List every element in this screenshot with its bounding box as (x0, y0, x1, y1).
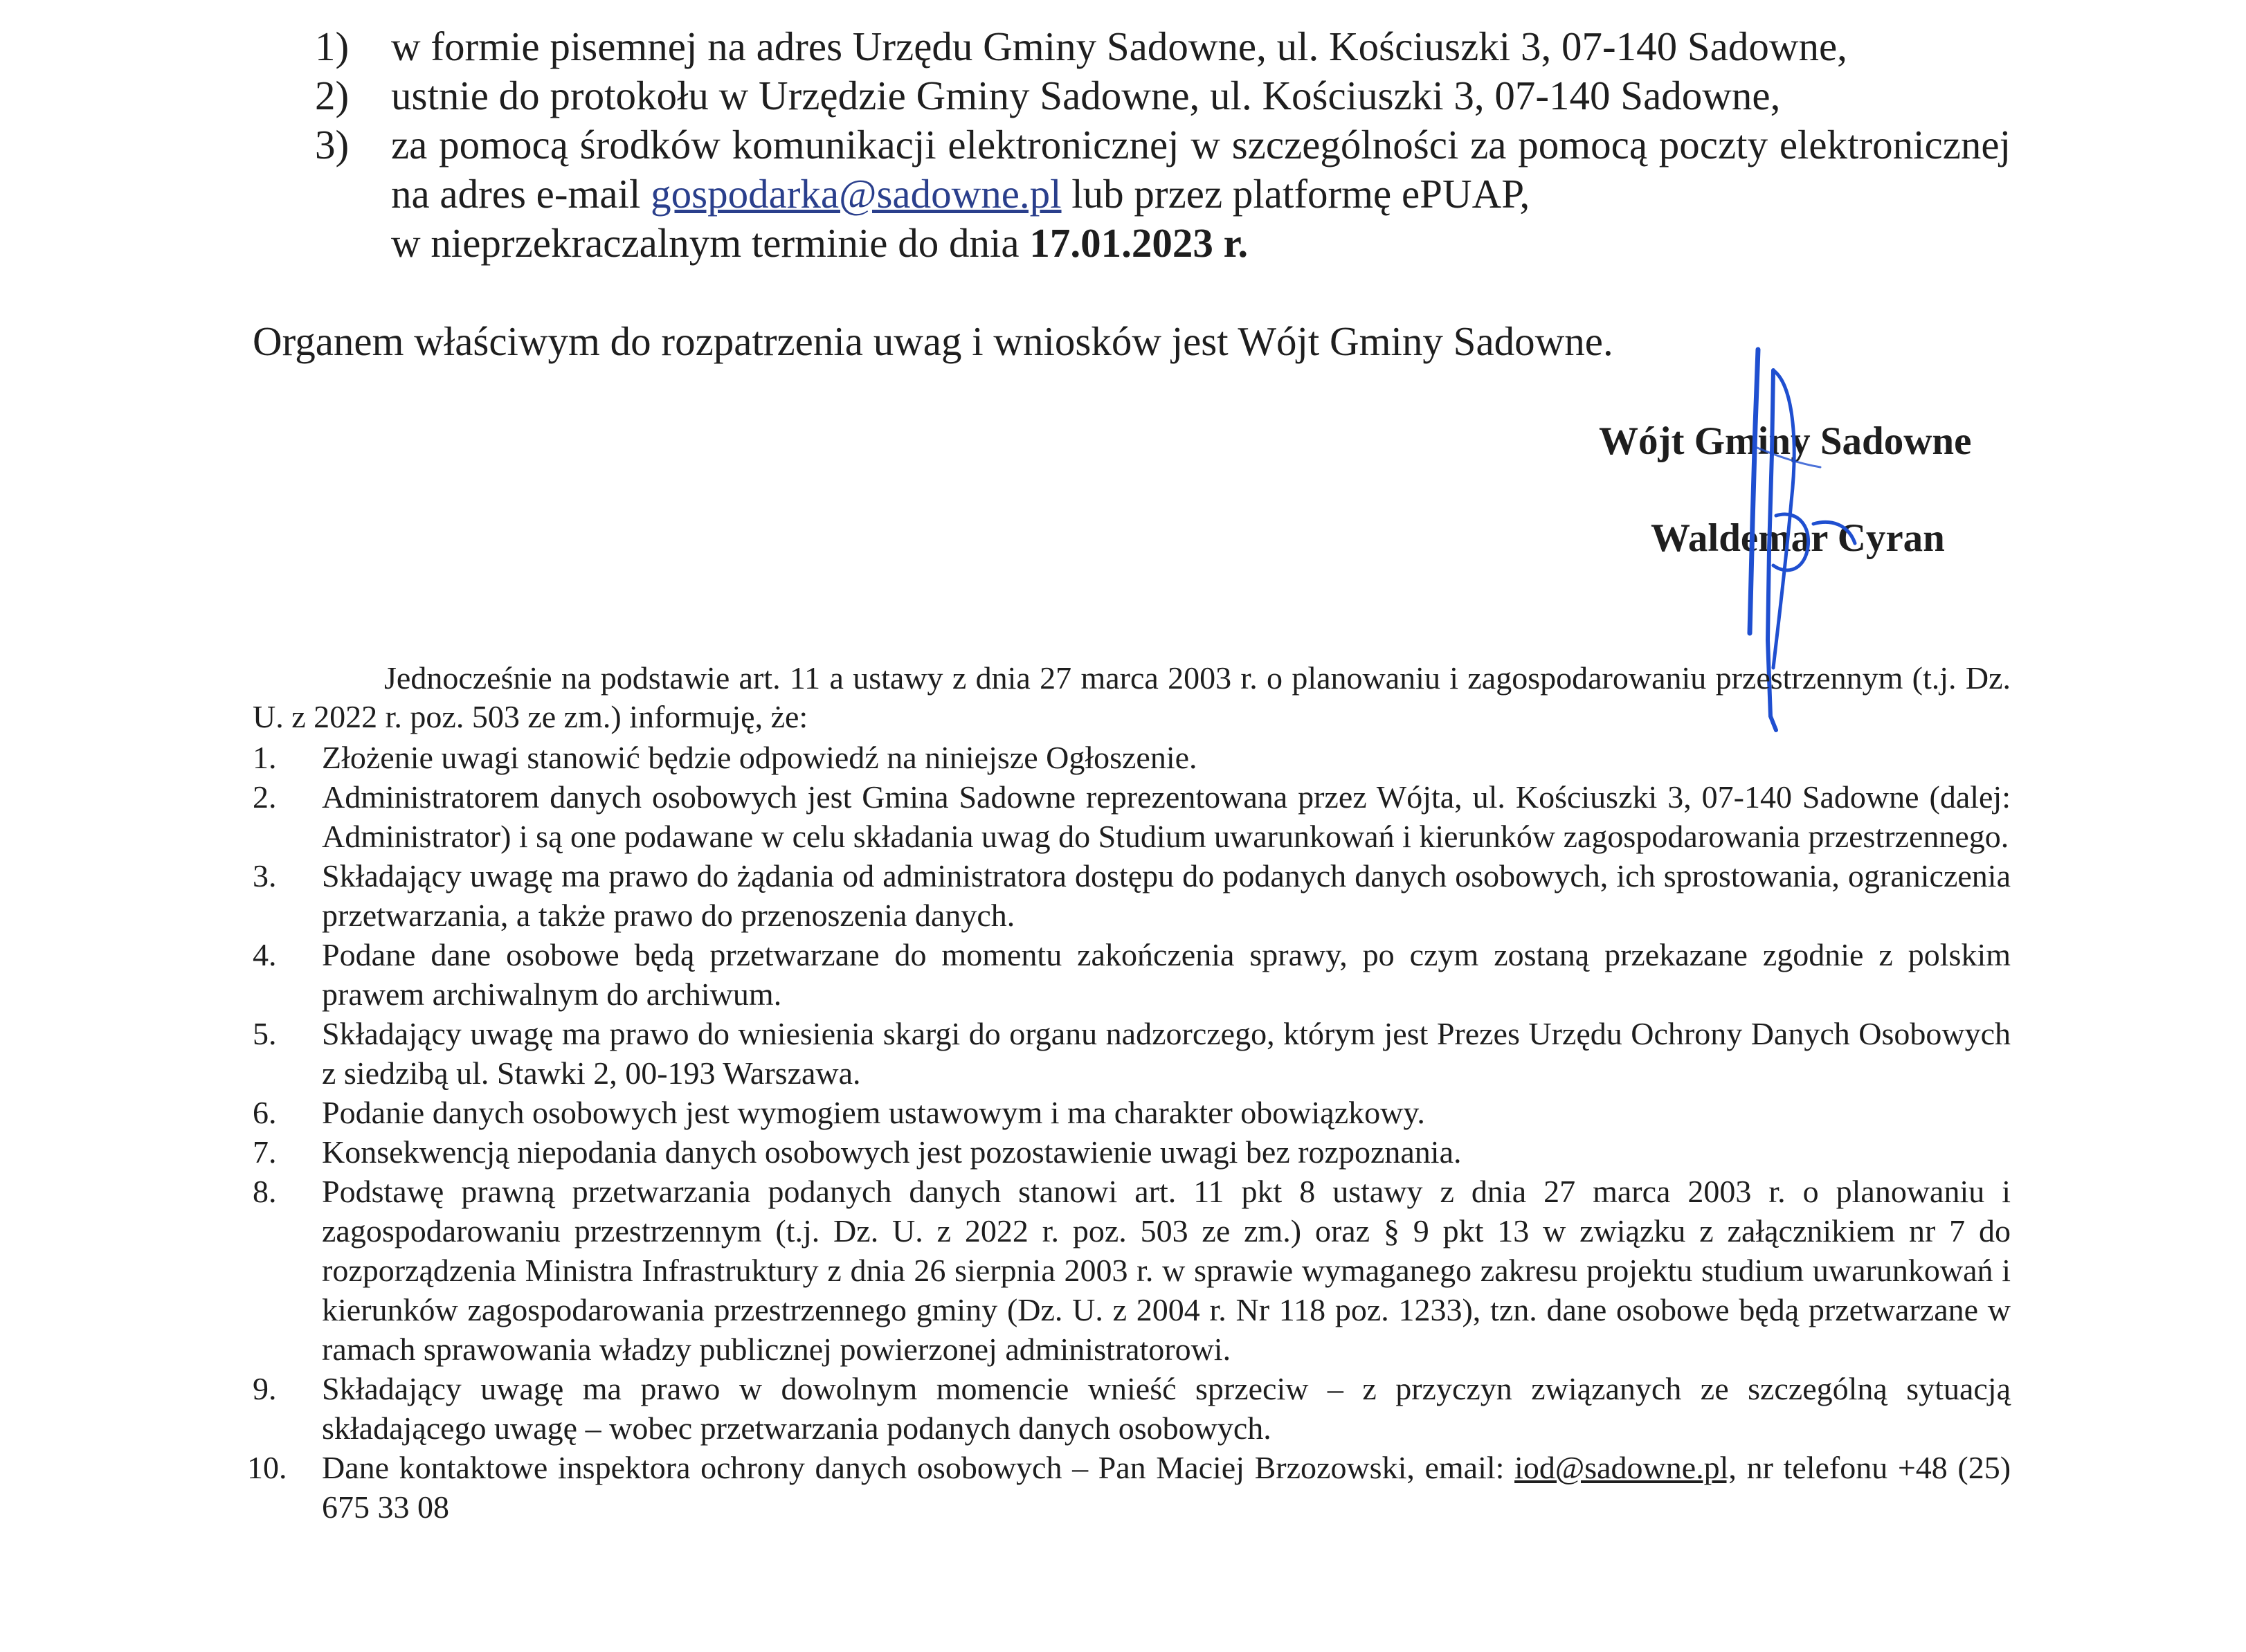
list-item-text: Składający uwagę ma prawo do żądania od administratora dostępu do podanych danych osobowych, ich sprostowania, ograniczenia przetwarzania, a także prawo do przenoszenia danych. (322, 858, 2011, 933)
list-item (253, 777, 2011, 856)
submission-methods-list (315, 22, 2011, 268)
list-item (253, 1132, 2011, 1172)
list-item (253, 738, 2011, 777)
list-item-text: nr telefonu +48 (25) 675 33 08 (322, 1450, 2011, 1525)
list-item (253, 935, 2011, 1014)
organ-statement: Organem właściwym do rozpatrzenia uwag i wniosków jest Wójt Gminy Sadowne. (253, 318, 1613, 364)
list-item-text: Konsekwencją niepodania danych osobowych jest pozostawienie uwagi bez rozpoznania. (322, 1134, 1462, 1170)
list-item-text: Administratorem danych osobowych jest Gmina Sadowne reprezentowana przez Wójta, ul. Kościuszki 3, 07-140 Sadowne (dalej: Administrator) i są one podawane w celu składania uwag do Studium uwarunkowań i kierunków zagospodarowania przestrzennego. (322, 779, 2011, 854)
deadline-date: 17.01.2023 r. (1029, 220, 1249, 266)
list-number: 1. (253, 740, 277, 775)
list-number: 10. (247, 1450, 287, 1485)
list-item-text: Podstawę prawną przetwarzania podanych danych stanowi art. 11 pkt 8 ustawy z dnia 27 marca 2003 r. o planowaniu i zagospodarowaniu przestrzennym (t.j. Dz. U. z 2022 r. poz. 503 ze zm.) oraz § 9 pkt 13 w związku z załącznikiem nr 7 do rozporządzenia Ministra Infrastruktury z dnia 26 sierpnia 2003 r. w sprawie wymaganego zakresu projektu studium uwarunkowań i kierunków zagospodarowania przestrzennego gminy (Dz. U. z 2004 r. Nr 118 poz. 1233), tzn. dane osobowe będą przetwarzane w ramach sprawowania władzy publicznej powierzonej administratorowi. (322, 1174, 2011, 1367)
list-item (253, 1014, 2011, 1093)
list-item-text: Złożenie uwagi stanowić będzie odpowiedź na niniejsze Ogłoszenie. (322, 740, 1197, 775)
list-item-text: w formie pisemnej na adres Urzędu Gminy Sadowne, ul. Kościuszki 3, 07-140 Sadowne, (391, 24, 1847, 69)
signatory-title: Wójt Gminy Sadowne (1599, 419, 1972, 463)
list-item (247, 1448, 2011, 1527)
list-item (315, 22, 2011, 71)
list-item-text: Podanie danych osobowych jest wymogiem ustawowym i ma charakter obowiązkowy. (322, 1095, 1425, 1130)
list-item-text: Składający uwagę ma prawo do wniesienia skargi do organu nadzorczego, którym jest Prezes Urzędu Ochrony Danych Osobowych z siedzibą ul. Stawki 2, 00-193 Warszawa. (322, 1016, 2011, 1091)
list-number: 1) (315, 24, 350, 69)
list-item-text: ustnie do protokołu w Urzędzie Gminy Sadowne, ul. Kościuszki 3, 07-140 Sadowne, (391, 73, 1781, 118)
email-link-gospodarka[interactable]: gospodarka@sadowne.pl (651, 171, 1062, 217)
list-item-text: lub przez platformę ePUAP, (1071, 171, 1530, 217)
list-number: 8. (253, 1174, 277, 1209)
list-number: 4. (253, 937, 277, 972)
signatory-name: Waldemar Cyran (1651, 516, 1945, 560)
email-link-iod[interactable]: iod@sadowne.pl, (1514, 1450, 1737, 1485)
list-number: 5. (253, 1016, 277, 1051)
list-number: 3. (253, 858, 277, 893)
list-item-text: Dane kontaktowe inspektora ochrony danych osobowych – Pan Maciej Brzozowski, email: (322, 1450, 1505, 1485)
list-item (253, 1369, 2011, 1448)
list-number: 9. (253, 1371, 277, 1406)
deadline-prefix: w nieprzekraczalnym terminie do dnia (391, 220, 1020, 266)
list-number: 2. (253, 779, 277, 815)
list-item-text: za pomocą środków komunikacji elektronicznej w szczególności za pomocą poczty elektronicznej na adres e-mail (391, 122, 2011, 217)
list-item-text: Podane dane osobowe będą przetwarzane do momentu zakończenia sprawy, po czym zostaną przekazane zgodnie z polskim prawem archiwalnym do archiwum. (322, 937, 2011, 1012)
list-item (253, 856, 2011, 935)
list-item (315, 71, 2011, 120)
list-item (315, 120, 2011, 268)
list-item (253, 1093, 2011, 1132)
list-number: 2) (315, 73, 350, 118)
list-item (253, 1172, 2011, 1369)
rodo-intro-paragraph: Jednocześnie na podstawie art. 11 a ustawy z dnia 27 marca 2003 r. o planowaniu i zagospodarowaniu przestrzennym (t.j. Dz. U. z 2022 r. poz. 503 ze zm.) informuję, że: (253, 660, 2011, 734)
list-number: 6. (253, 1095, 277, 1130)
list-item-text: Składający uwagę ma prawo w dowolnym momencie wnieść sprzeciw – z przyczyn związanych ze szczególną sytuacją składającego uwagę – wobec przetwarzania podanych danych osobowych. (322, 1371, 2011, 1446)
list-number: 3) (315, 122, 350, 167)
list-number: 7. (253, 1134, 277, 1170)
data-protection-list (247, 738, 2011, 1527)
